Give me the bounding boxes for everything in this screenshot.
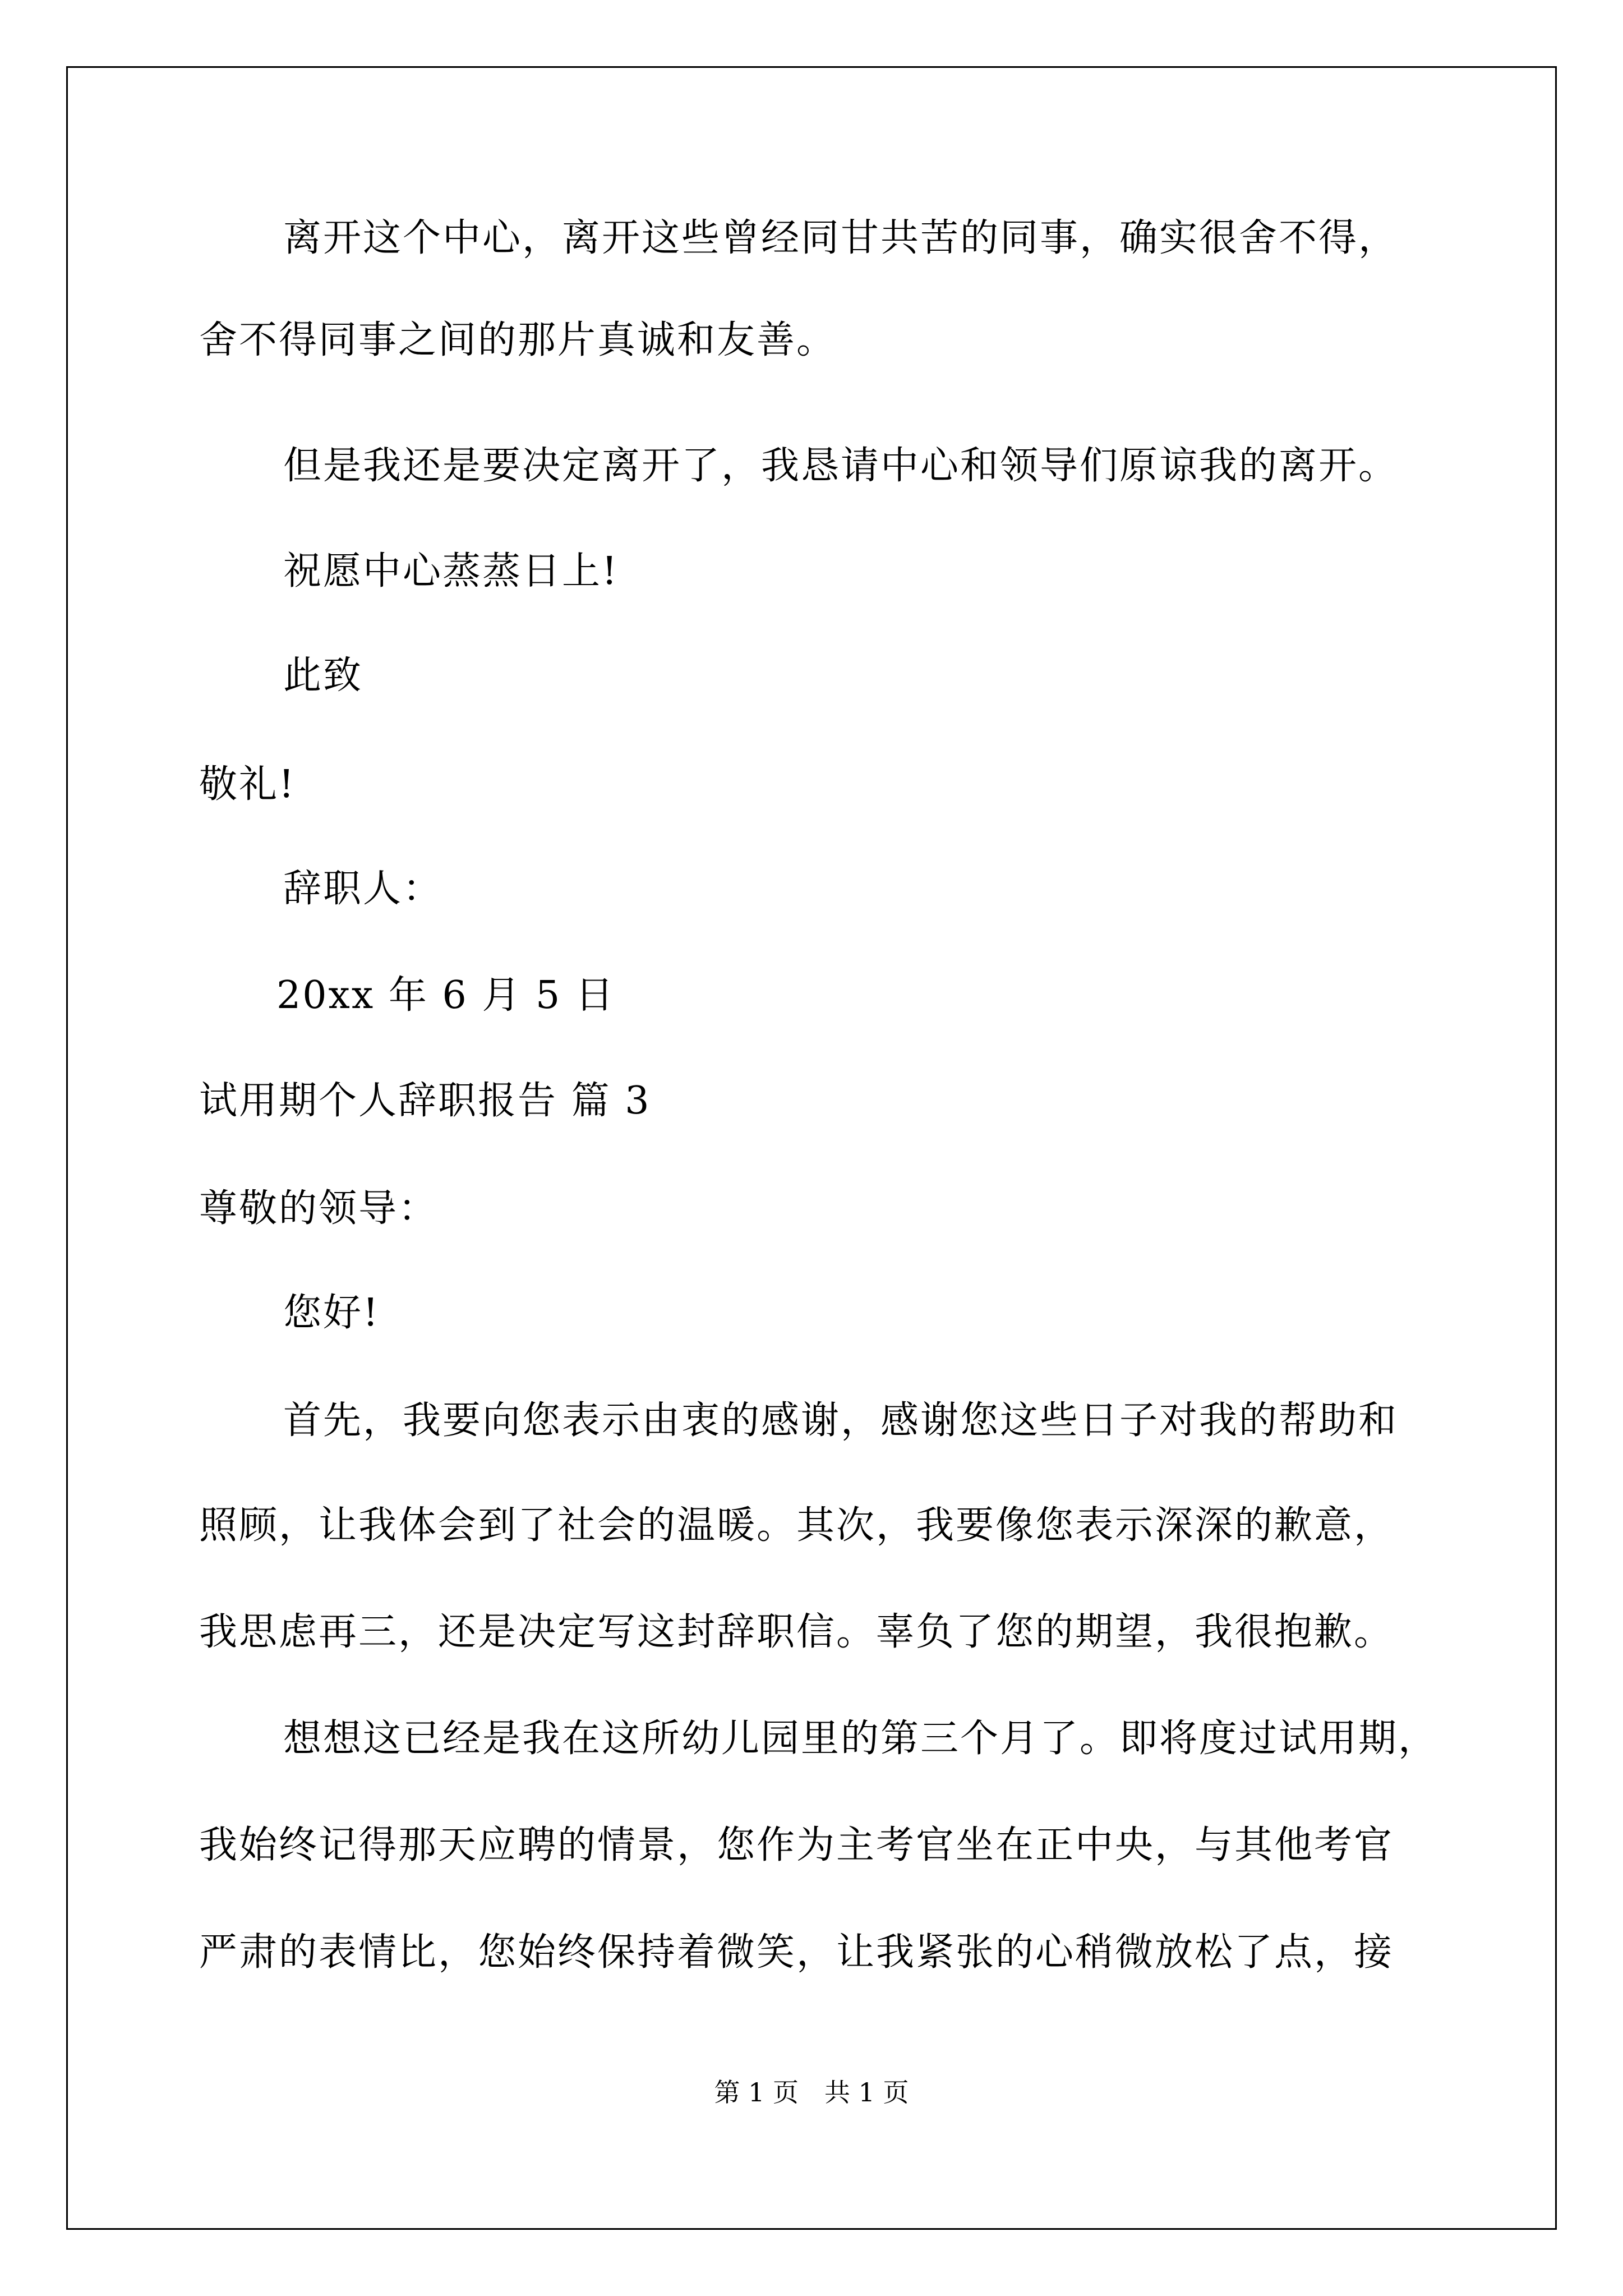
page-footer [0, 2076, 1623, 2109]
greeting-line: 尊敬的领导： [199, 1186, 439, 1231]
paragraph-line: 想想这已经是我在这所幼儿园里的第三个月了。即将度过试用期， [283, 1717, 1438, 1761]
closing-phrase: 此致 [283, 654, 363, 698]
paragraph-line: 我始终记得那天应聘的情景，您作为主考官坐在正中央，与其他考官 [199, 1823, 1394, 1867]
paragraph-line: 我思虑再三，还是决定写这封辞职信。辜负了您的期望，我很抱歉。 [199, 1610, 1394, 1654]
page-number: 第 1 页 [714, 2077, 799, 2108]
salutation-closing: 敬礼! [199, 762, 296, 807]
date-line: 20xx 年 6 月 5 日 [276, 973, 615, 1018]
paragraph-line: 祝愿中心蒸蒸日上! [283, 549, 619, 593]
paragraph-line: 舍不得同事之间的那片真诚和友善。 [199, 318, 837, 362]
signature-label: 辞职人： [283, 867, 443, 911]
paragraph-line: 但是我还是要决定离开了，我恳请中心和领导们原谅我的离开。 [283, 444, 1399, 488]
paragraph-line: 离开这个中心，离开这些曾经同甘共苦的同事，确实很舍不得， [283, 216, 1399, 260]
paragraph-line: 严肃的表情比，您始终保持着微笑，让我紧张的心稍微放松了点，接 [199, 1930, 1394, 1975]
paragraph-line: 照顾，让我体会到了社会的温暖。其次，我要像您表示深深的歉意， [199, 1503, 1394, 1548]
page-total: 共 1 页 [824, 2077, 909, 2108]
section-heading: 试用期个人辞职报告 篇 3 [199, 1079, 651, 1123]
paragraph-line: 您好! [283, 1291, 380, 1335]
paragraph-line: 首先，我要向您表示由衷的感谢，感谢您这些日子对我的帮助和 [283, 1398, 1399, 1443]
page-border [66, 66, 1557, 2230]
